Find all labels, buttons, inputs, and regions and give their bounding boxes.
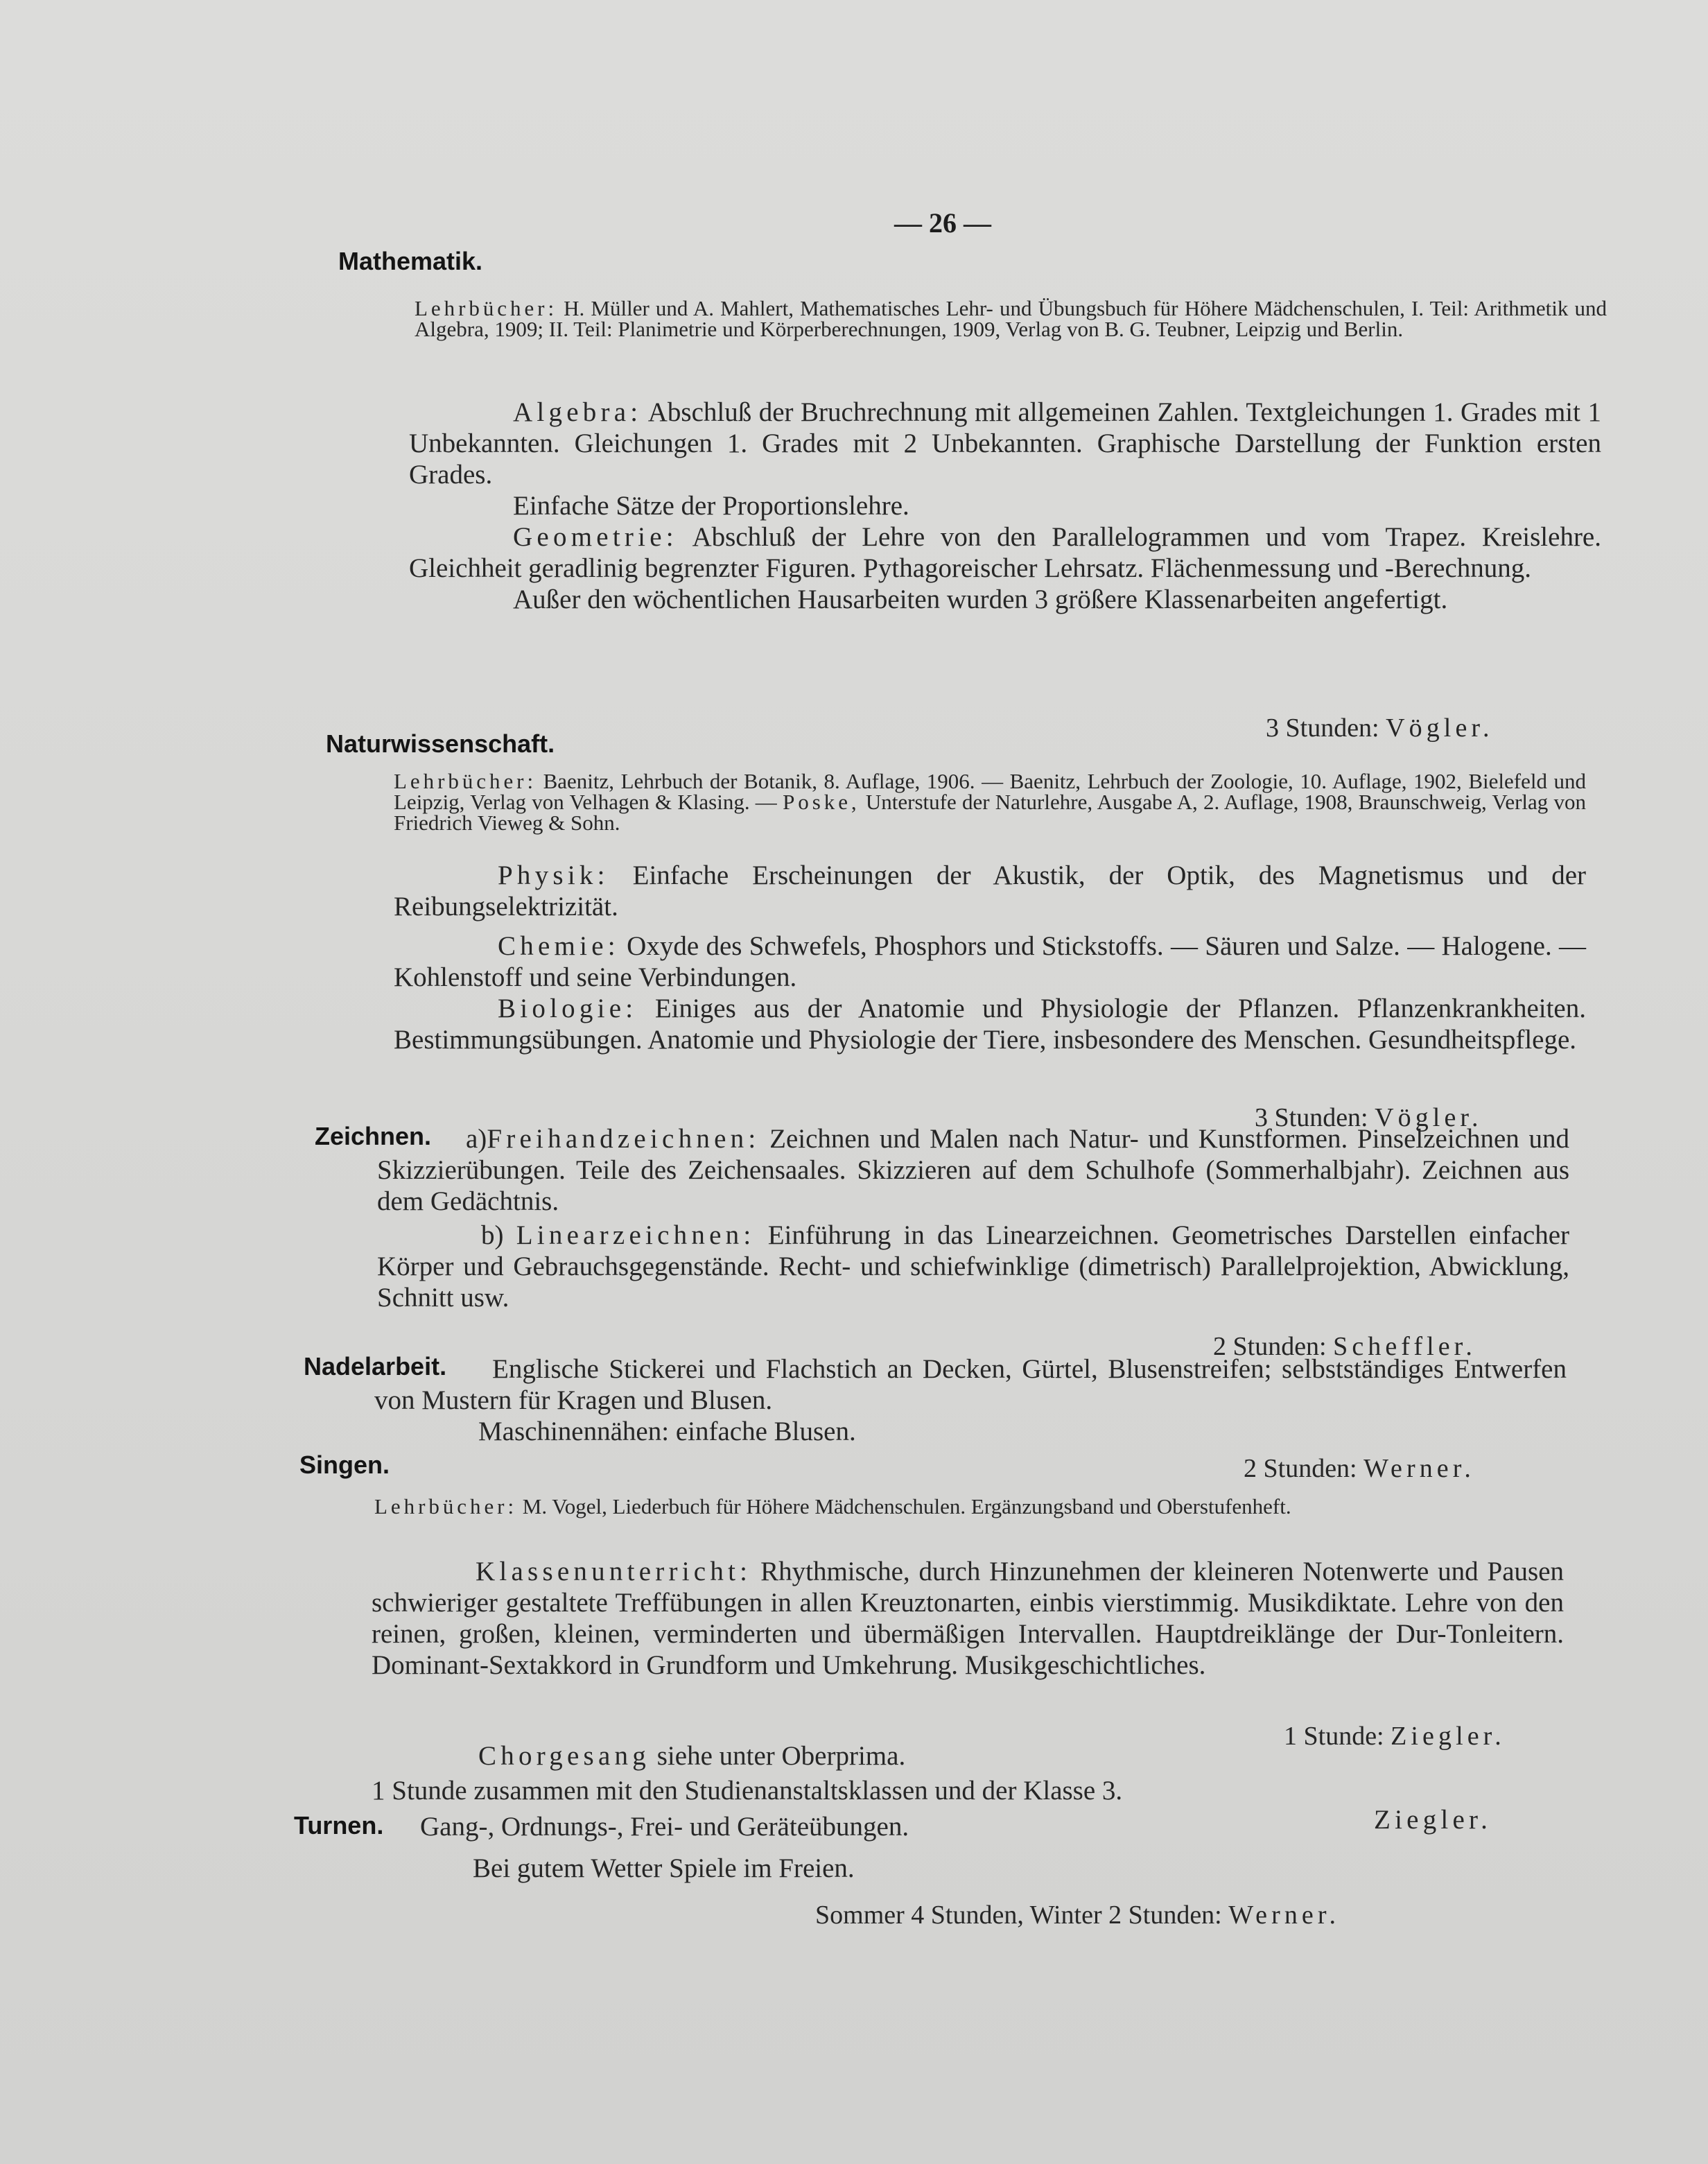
singen-together: 1 Stunde zusammen mit den Studienanstaltsklassen und der Klasse 3. bbox=[372, 1776, 1123, 1806]
freihand-text: Zeichnen und Malen nach Natur- und Kunstformen. Pinselzeichnen und Skizzierübungen. Teile des Zeichensaales. Skizzieren auf dem Schulhofe (Sommerhalbjahr). Zeichnen aus dem Gedächtnis. bbox=[377, 1124, 1569, 1216]
proportion-text: Einfache Sätze der Proportionslehre. bbox=[513, 491, 909, 521]
heading-turnen: Turnen. bbox=[294, 1811, 384, 1840]
heading-singen: Singen. bbox=[299, 1451, 390, 1479]
chorgesang: Chorgesang siehe unter Oberprima. bbox=[478, 1741, 906, 1771]
maschinen-text: Maschinennähen: einfache Blusen. bbox=[478, 1417, 856, 1446]
mathematik-algebra bbox=[409, 397, 1601, 615]
heading-zeichnen: Zeichnen. bbox=[315, 1122, 432, 1150]
turnen-spiele: Bei gutem Wetter Spiele im Freien. bbox=[473, 1853, 855, 1883]
algebra-label: Algebra: bbox=[513, 397, 643, 427]
freihand-label: Freihandzeichnen: bbox=[487, 1124, 760, 1154]
heading-naturwissenschaft: Naturwissenschaft. bbox=[326, 729, 555, 758]
biologie-label: Biologie: bbox=[498, 994, 638, 1023]
heading-mathematik: Mathematik. bbox=[338, 247, 483, 275]
biologie-text: Einiges aus der Anatomie und Physiologie der Pflanzen. Pflanzenkrankheiten. Bestimmungsübungen. Anatomie und Physiologie der Tiere, insbesondere des Menschen. Gesundheitspflege. bbox=[394, 994, 1586, 1055]
heading-nadelarbeit: Nadelarbeit. bbox=[304, 1352, 447, 1380]
zeichnen-hours: 2 Stunden: Scheffler. bbox=[1213, 1332, 1476, 1361]
nadelarbeit-text: Englische Stickerei und Flachstich an Decken, Gürtel, Blusenstreifen; selbstständiges Entwerfen von Mustern für Kragen und Blusen. bbox=[374, 1354, 1567, 1415]
hausarbeiten-text: Außer den wöchentlichen Hausarbeiten wurden 3 größere Klassenarbeiten angefertigt. bbox=[513, 585, 1448, 614]
klassen-text: Rhythmische, durch Hinzunehmen der kleineren Notenwerte und Pausen schwieriger gestaltete Treffübungen in allen Kreuztonarten, einbis vierstimmig. Musikdiktate. Lehre von den reinen, großen, kleinen, verminderten und übermäßigen Intervallen. Hauptdreiklänge der Dur-Tonleitern. Dominant-Sextakkord in Grundform und Umkehrung. Musikgeschichtliches. bbox=[372, 1557, 1565, 1680]
singen-books bbox=[374, 1496, 1567, 1517]
turnen-text: Gang-, Ordnungs-, Frei- und Geräteübungen. bbox=[420, 1812, 909, 1842]
geometrie-label: Geometrie: bbox=[513, 522, 678, 552]
linear-text: Einführung in das Linearzeichnen. Geometrisches Darstellen einfacher Körper und Gebrauchsgegenstände. Recht- und schiefwinklige (dimetrisch) Parallelprojektion, Abwicklung, Schnitt usw. bbox=[377, 1220, 1569, 1313]
singen-hours: 1 Stunde: Ziegler. bbox=[1284, 1722, 1506, 1751]
singen-together-teacher: Ziegler. bbox=[1374, 1805, 1492, 1835]
physik-label: Physik: bbox=[498, 860, 609, 890]
mathematik-books bbox=[415, 298, 1607, 340]
klassen-label: Klassenunterricht: bbox=[476, 1557, 752, 1586]
chemie-text: Oxyde des Schwefels, Phosphors und Stickstoffs. — Säuren und Salze. — Halogene. — Kohlenstoff und seine Verbindungen. bbox=[394, 931, 1587, 992]
nadelarbeit-hours: 2 Stunden: Werner. bbox=[1244, 1454, 1475, 1483]
books-label: Lehrbücher: bbox=[394, 769, 537, 793]
physik-text: Einfache Erscheinungen der Akustik, der Optik, des Magnetismus und der Reibungselektrizität. bbox=[394, 860, 1586, 921]
books-text: H. Müller und A. Mahlert, Mathematisches Lehr- und Übungsbuch für Höhere Mädchenschulen, I. Teil: Arithmetik und Algebra, 1909; II. Teil: Planimetrie und Körperberechnungen, 1909, Verlag von B. G. Teubner, Leipzig und Berlin. bbox=[415, 296, 1607, 341]
page-number: — 26 — bbox=[894, 207, 991, 239]
turnen-hours: Sommer 4 Stunden, Winter 2 Stunden: Werner. bbox=[815, 1901, 1341, 1930]
zeichnen-body: a)Freihandzeichnen: Zeichnen und Malen nach Natur- und Kunstformen. Pinselzeichnen und Skizzierübungen. Teile des Zeichensaales. Skizzieren auf dem Schulhofe (Sommerhalbjahr). Zeichnen aus dem Gedächtnis. b) Linearzeichnen: Einführung in das Linearzeichnen. Geometrisches Darstellen einfacher Körper und Gebrauchsgegenstände. Recht- und schiefwinklige (dimetrisch) Parallelprojektion, Abwicklung, Schnitt usw. bbox=[377, 1124, 1569, 1313]
linear-label: Linearzeichnen: bbox=[516, 1220, 756, 1250]
mathematik-hours: 3 Stunden: Vögler. bbox=[1266, 713, 1494, 743]
books-label: Lehrbücher: bbox=[415, 296, 558, 320]
chemie-label: Chemie: bbox=[498, 931, 620, 961]
naturwissenschaft-hours: 3 Stunden: Vögler. bbox=[1255, 1103, 1483, 1132]
books-text: M. Vogel, Liederbuch für Höhere Mädchenschulen. Ergänzungsband und Oberstufenheft. bbox=[522, 1494, 1291, 1518]
singen-body bbox=[372, 1556, 1564, 1681]
naturwissenschaft-body bbox=[394, 860, 1586, 1055]
geometrie-text: Abschluß der Lehre von den Parallelogrammen und vom Trapez. Kreislehre. Gleichheit geradlinig begrenzter Figuren. Pythagoreischer Lehrsatz. Flächenmessung und -Berechnung. bbox=[409, 522, 1601, 583]
nadelarbeit-body bbox=[374, 1353, 1567, 1447]
books-label: Lehrbücher: bbox=[374, 1494, 518, 1518]
algebra-text: Abschluß der Bruchrechnung mit allgemeinen Zahlen. Textgleichungen 1. Grades mit 1 Unbekannten. Gleichungen 1. Grades mit 2 Unbekannten. Graphische Darstellung der Funktion ersten Grades. bbox=[409, 397, 1601, 490]
naturwissenschaft-books: Lehrbücher: Baenitz, Lehrbuch der Botanik, 8. Auflage, 1906. — Baenitz, Lehrbuch der Zoologie, 10. Auflage, 1902, Bielefeld und Leipzig, Verlag von Velhagen & Klasing. — Poske, Unterstufe der Naturlehre, Ausgabe A, 2. Auflage, 1908, Braunschweig, Verlag von Friedrich Vieweg & Sohn. bbox=[394, 769, 1587, 835]
